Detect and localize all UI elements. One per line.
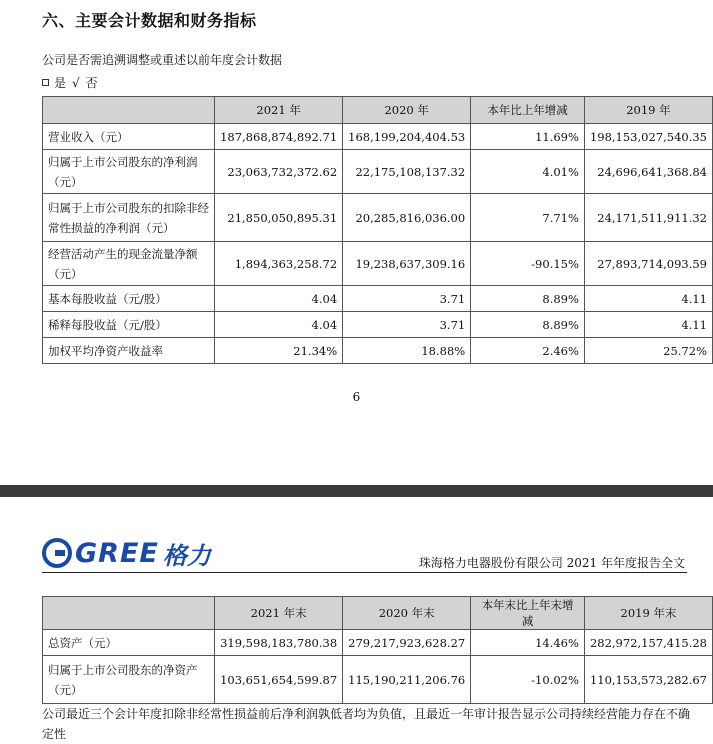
cell-value: 2.46% [471,338,585,364]
table-row [43,656,713,704]
column-header: 2021 年 [215,97,343,124]
table-row [43,194,713,242]
cell-value: 24,171,511,911.32 [584,194,712,242]
cell-value: 22,175,108,137.32 [343,150,471,194]
cell-value: 14.46% [471,630,585,656]
cell-value: -90.15% [471,242,585,286]
column-header: 2019 年末 [584,597,712,630]
gree-logo [42,535,211,571]
cell-value: 4.11 [584,312,712,338]
row-label: 加权平均净资产收益率 [43,338,215,364]
column-header: 本年末比上年末增减 [471,597,585,630]
page-divider [0,485,713,497]
cell-value: 103,651,654,599.87 [215,656,343,704]
cell-value: 21,850,050,895.31 [215,194,343,242]
logo-latin: GREE [75,537,159,569]
logo-mark-icon [42,538,72,568]
cell-value: 8.89% [471,312,585,338]
checkbox-icon [42,79,49,86]
cell-value: 279,217,923,628.27 [343,630,471,656]
cell-value: 187,868,874,892.71 [215,124,343,150]
cell-value: 1,894,363,258.72 [215,242,343,286]
column-header: 2021 年末 [215,597,343,630]
cell-value: 4.04 [215,312,343,338]
cell-value: 23,063,732,372.62 [215,150,343,194]
cell-value: 168,199,204,404.53 [343,124,471,150]
header-rule [42,572,687,573]
row-label: 归属于上市公司股东的扣除非经常性损益的净利润（元） [43,194,215,242]
balance-table [42,596,713,704]
option-no: 否 [85,76,98,90]
table-row [43,286,713,312]
cell-value: 11.69% [471,124,585,150]
restate-question: 公司是否需追溯调整或重述以前年度会计数据 [42,53,283,67]
logo-chinese: 格力 [162,540,211,570]
table-header-row [43,597,713,630]
column-header [43,97,215,124]
table-row [43,150,713,194]
cell-value: 4.04 [215,286,343,312]
column-header: 本年比上年增减 [471,97,585,124]
row-label: 稀释每股收益（元/股） [43,312,215,338]
restate-options [42,74,98,91]
cell-value: 198,153,027,540.35 [584,124,712,150]
cell-value: 3.71 [343,286,471,312]
cell-value: 115,190,211,206.76 [343,656,471,704]
row-label: 总资产（元） [43,630,215,656]
cell-value: 19,238,637,309.16 [343,242,471,286]
cell-value: 319,598,183,780.38 [215,630,343,656]
cell-value: 27,893,714,093.59 [584,242,712,286]
footnote: 公司最近三个会计年度扣除非经常性损益前后净利润孰低者均为负值，且最近一年审计报告显示公司持续经营能力存在不确定性 [42,707,691,741]
cell-value: 3.71 [343,312,471,338]
cell-value: 20,285,816,036.00 [343,194,471,242]
row-label: 归属于上市公司股东的净利润（元） [43,150,215,194]
table-row [43,242,713,286]
table-row [43,312,713,338]
option-yes: 是 [54,76,67,90]
cell-value: 282,972,157,415.28 [584,630,712,656]
column-header: 2019 年 [584,97,712,124]
table-row [43,630,713,656]
table-row [43,124,713,150]
cell-value: 25.72% [584,338,712,364]
column-header [43,597,215,630]
table-header-row [43,97,713,124]
column-header: 2020 年末 [343,597,471,630]
cell-value: 18.88% [343,338,471,364]
section-title: 六、主要会计数据和财务指标 [42,11,257,30]
main-financials-table [42,96,713,364]
page-number: 6 [352,390,361,404]
cell-value: 110,153,573,282.67 [584,656,712,704]
cell-value: 7.71% [471,194,585,242]
report-header: 珠海格力电器股份有限公司 2021 年年度报告全文 [418,556,685,570]
row-label: 基本每股收益（元/股） [43,286,215,312]
cell-value: 21.34% [215,338,343,364]
row-label: 归属于上市公司股东的净资产（元） [43,656,215,704]
row-label: 经营活动产生的现金流量净额（元） [43,242,215,286]
cell-value: 8.89% [471,286,585,312]
cell-value: 4.11 [584,286,712,312]
column-header: 2020 年 [343,97,471,124]
table-row [43,338,713,364]
cell-value: -10.02% [471,656,585,704]
cell-value: 4.01% [471,150,585,194]
cell-value: 24,696,641,368.84 [584,150,712,194]
option-no-mark: √ [72,75,80,90]
row-label: 营业收入（元） [43,124,215,150]
